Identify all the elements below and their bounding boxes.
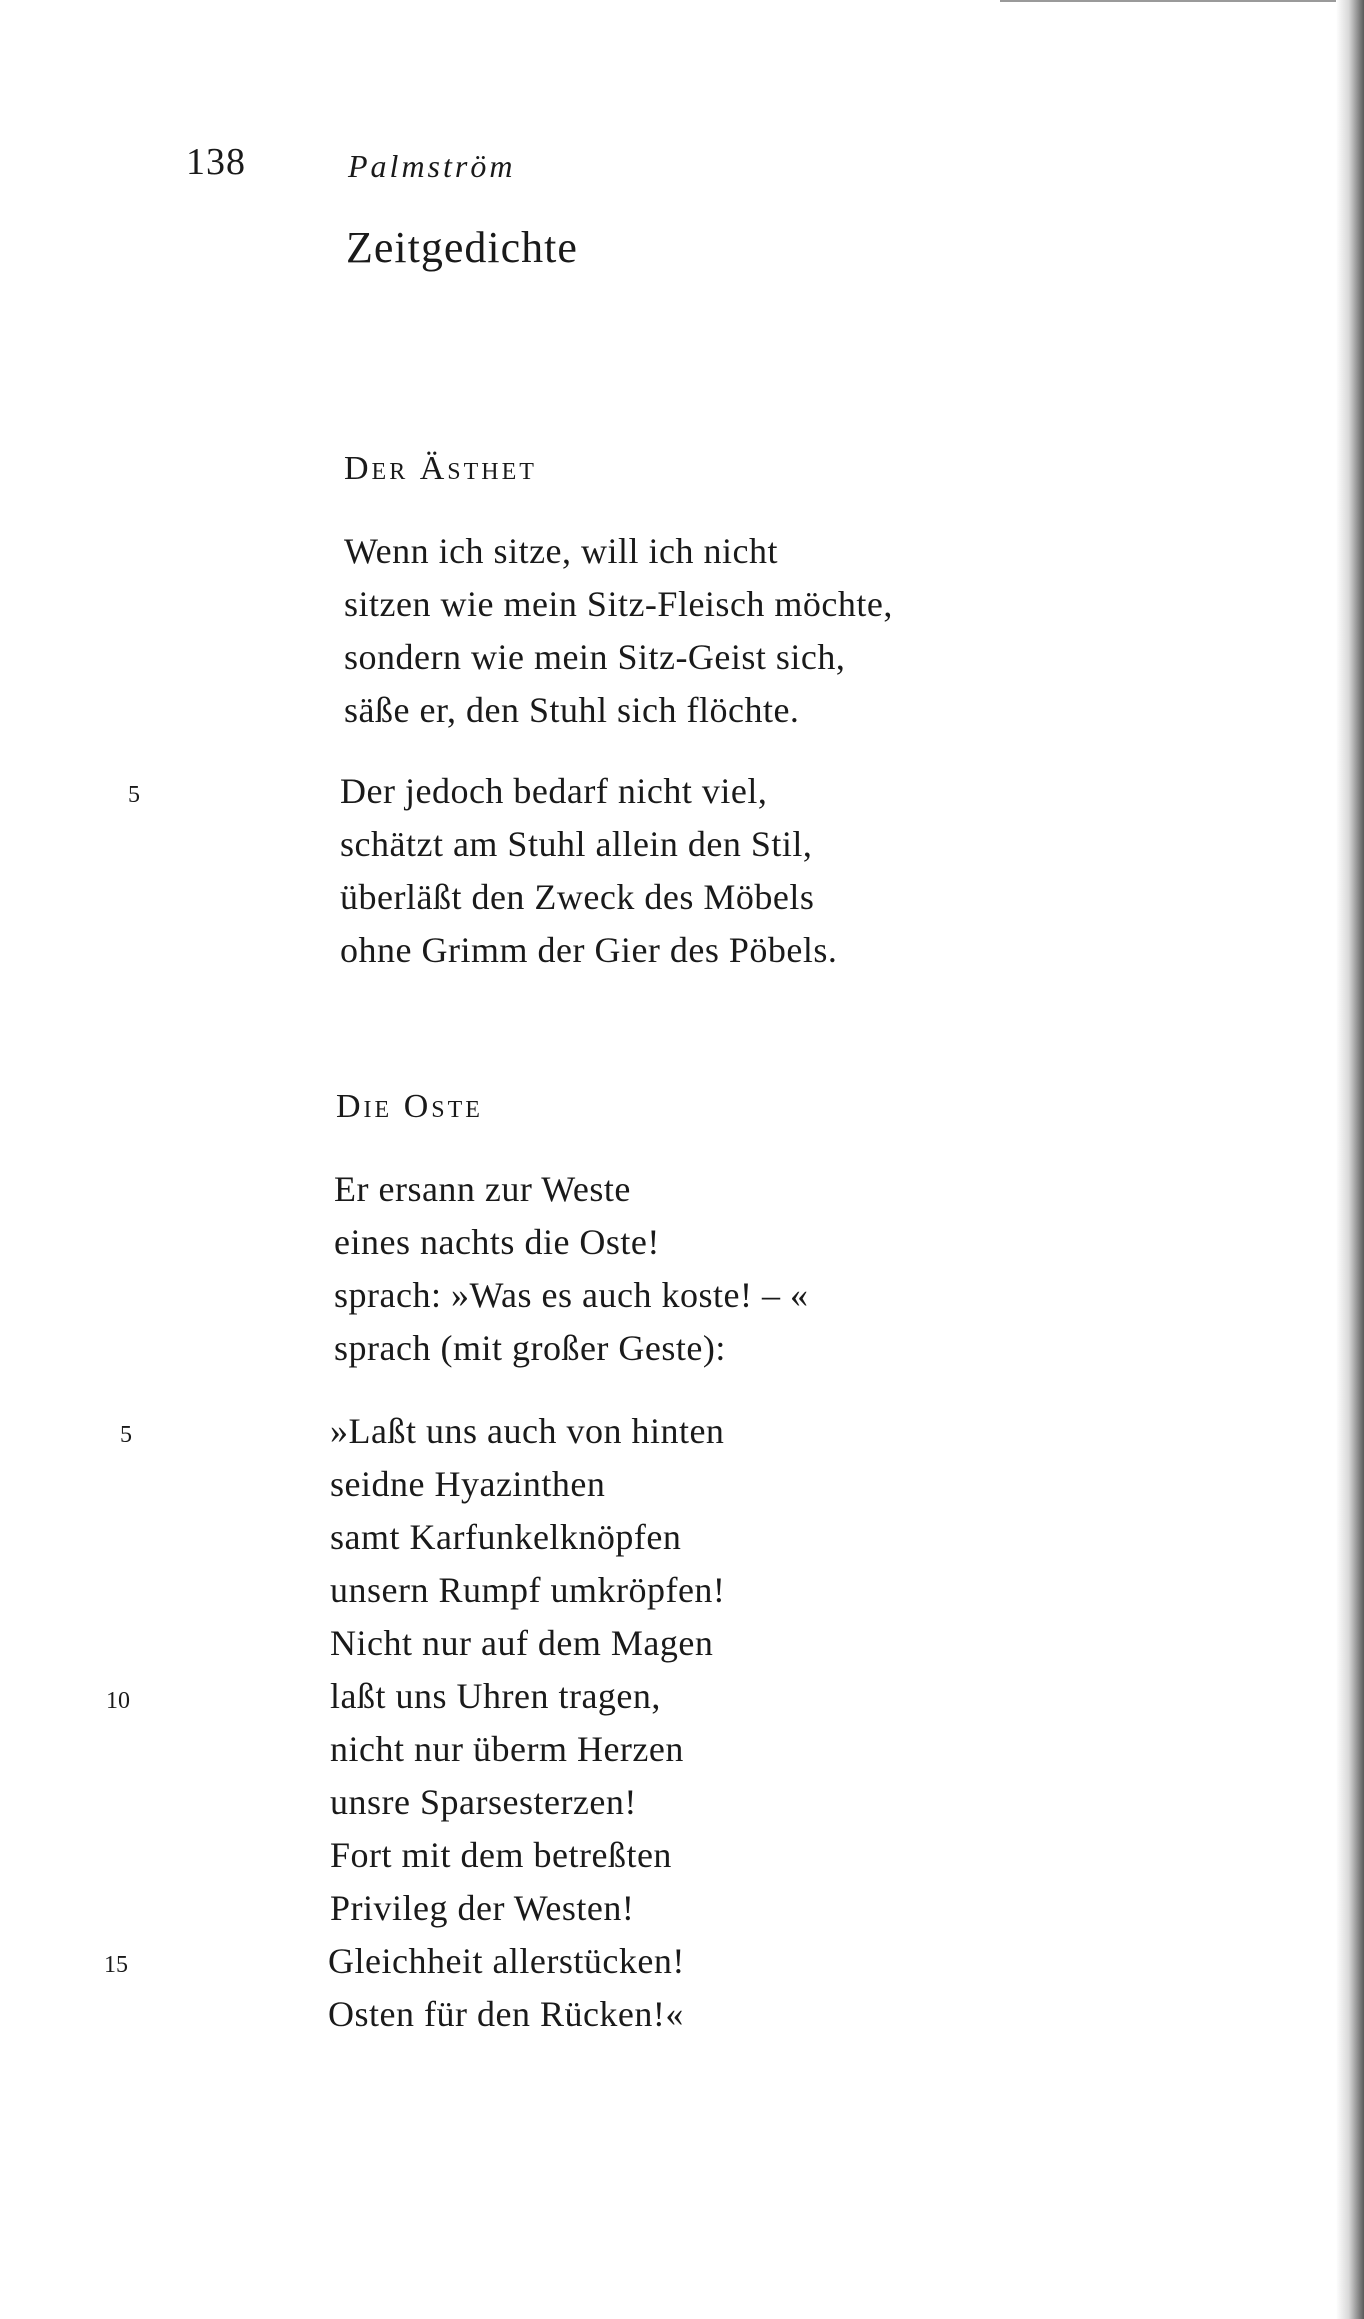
poem-line: nicht nur überm Herzen xyxy=(330,1729,684,1769)
poem-line: sitzen wie mein Sitz-Fleisch möchte, xyxy=(344,584,893,624)
poem-title: Der Ästhet xyxy=(344,450,537,487)
poem-line: unsre Sparsesterzen! xyxy=(330,1782,637,1822)
poem-line: »Laßt uns auch von hinten xyxy=(330,1411,725,1451)
poem-line: unsern Rumpf umkröpfen! xyxy=(330,1570,726,1610)
line-number: 10 xyxy=(106,1688,130,1714)
poem-line: Privileg der Westen! xyxy=(330,1888,635,1928)
line-number: 5 xyxy=(128,782,140,808)
page-gutter-shadow xyxy=(1336,0,1364,2319)
line-number: 15 xyxy=(104,1952,128,1978)
poem-line: schätzt am Stuhl allein den Stil, xyxy=(340,824,813,864)
poem-line: sondern wie mein Sitz-Geist sich, xyxy=(344,637,846,677)
poem-line: säße er, den Stuhl sich flöchte. xyxy=(344,690,800,730)
line-number: 5 xyxy=(120,1422,132,1448)
poem-title: Die Oste xyxy=(336,1088,483,1125)
page-top-edge xyxy=(1000,0,1364,2)
poem-line: sprach (mit großer Geste): xyxy=(334,1328,726,1368)
poem-line: Osten für den Rücken!« xyxy=(328,1994,684,2034)
poem-line: samt Karfunkelknöpfen xyxy=(330,1517,682,1557)
poem-line: Fort mit dem betreßten xyxy=(330,1835,672,1875)
page-number: 138 xyxy=(186,141,246,183)
poem-line: überläßt den Zweck des Möbels xyxy=(340,877,815,917)
poem-line: Gleichheit allerstücken! xyxy=(328,1941,685,1981)
poem-line: laßt uns Uhren tragen, xyxy=(330,1676,661,1716)
poem-line: Er ersann zur Weste xyxy=(334,1169,631,1209)
running-head: Palmström xyxy=(348,148,516,184)
poem-line: seidne Hyazinthen xyxy=(330,1464,606,1504)
poem-line: sprach: »Was es auch koste! – « xyxy=(334,1275,809,1315)
poem-line: Wenn ich sitze, will ich nicht xyxy=(344,531,778,571)
poem-line: Nicht nur auf dem Magen xyxy=(330,1623,714,1663)
section-title: Zeitgedichte xyxy=(346,223,578,272)
poem-line: Der jedoch bedarf nicht viel, xyxy=(340,771,768,811)
poem-line: ohne Grimm der Gier des Pöbels. xyxy=(340,930,838,970)
poem-line: eines nachts die Oste! xyxy=(334,1222,660,1262)
